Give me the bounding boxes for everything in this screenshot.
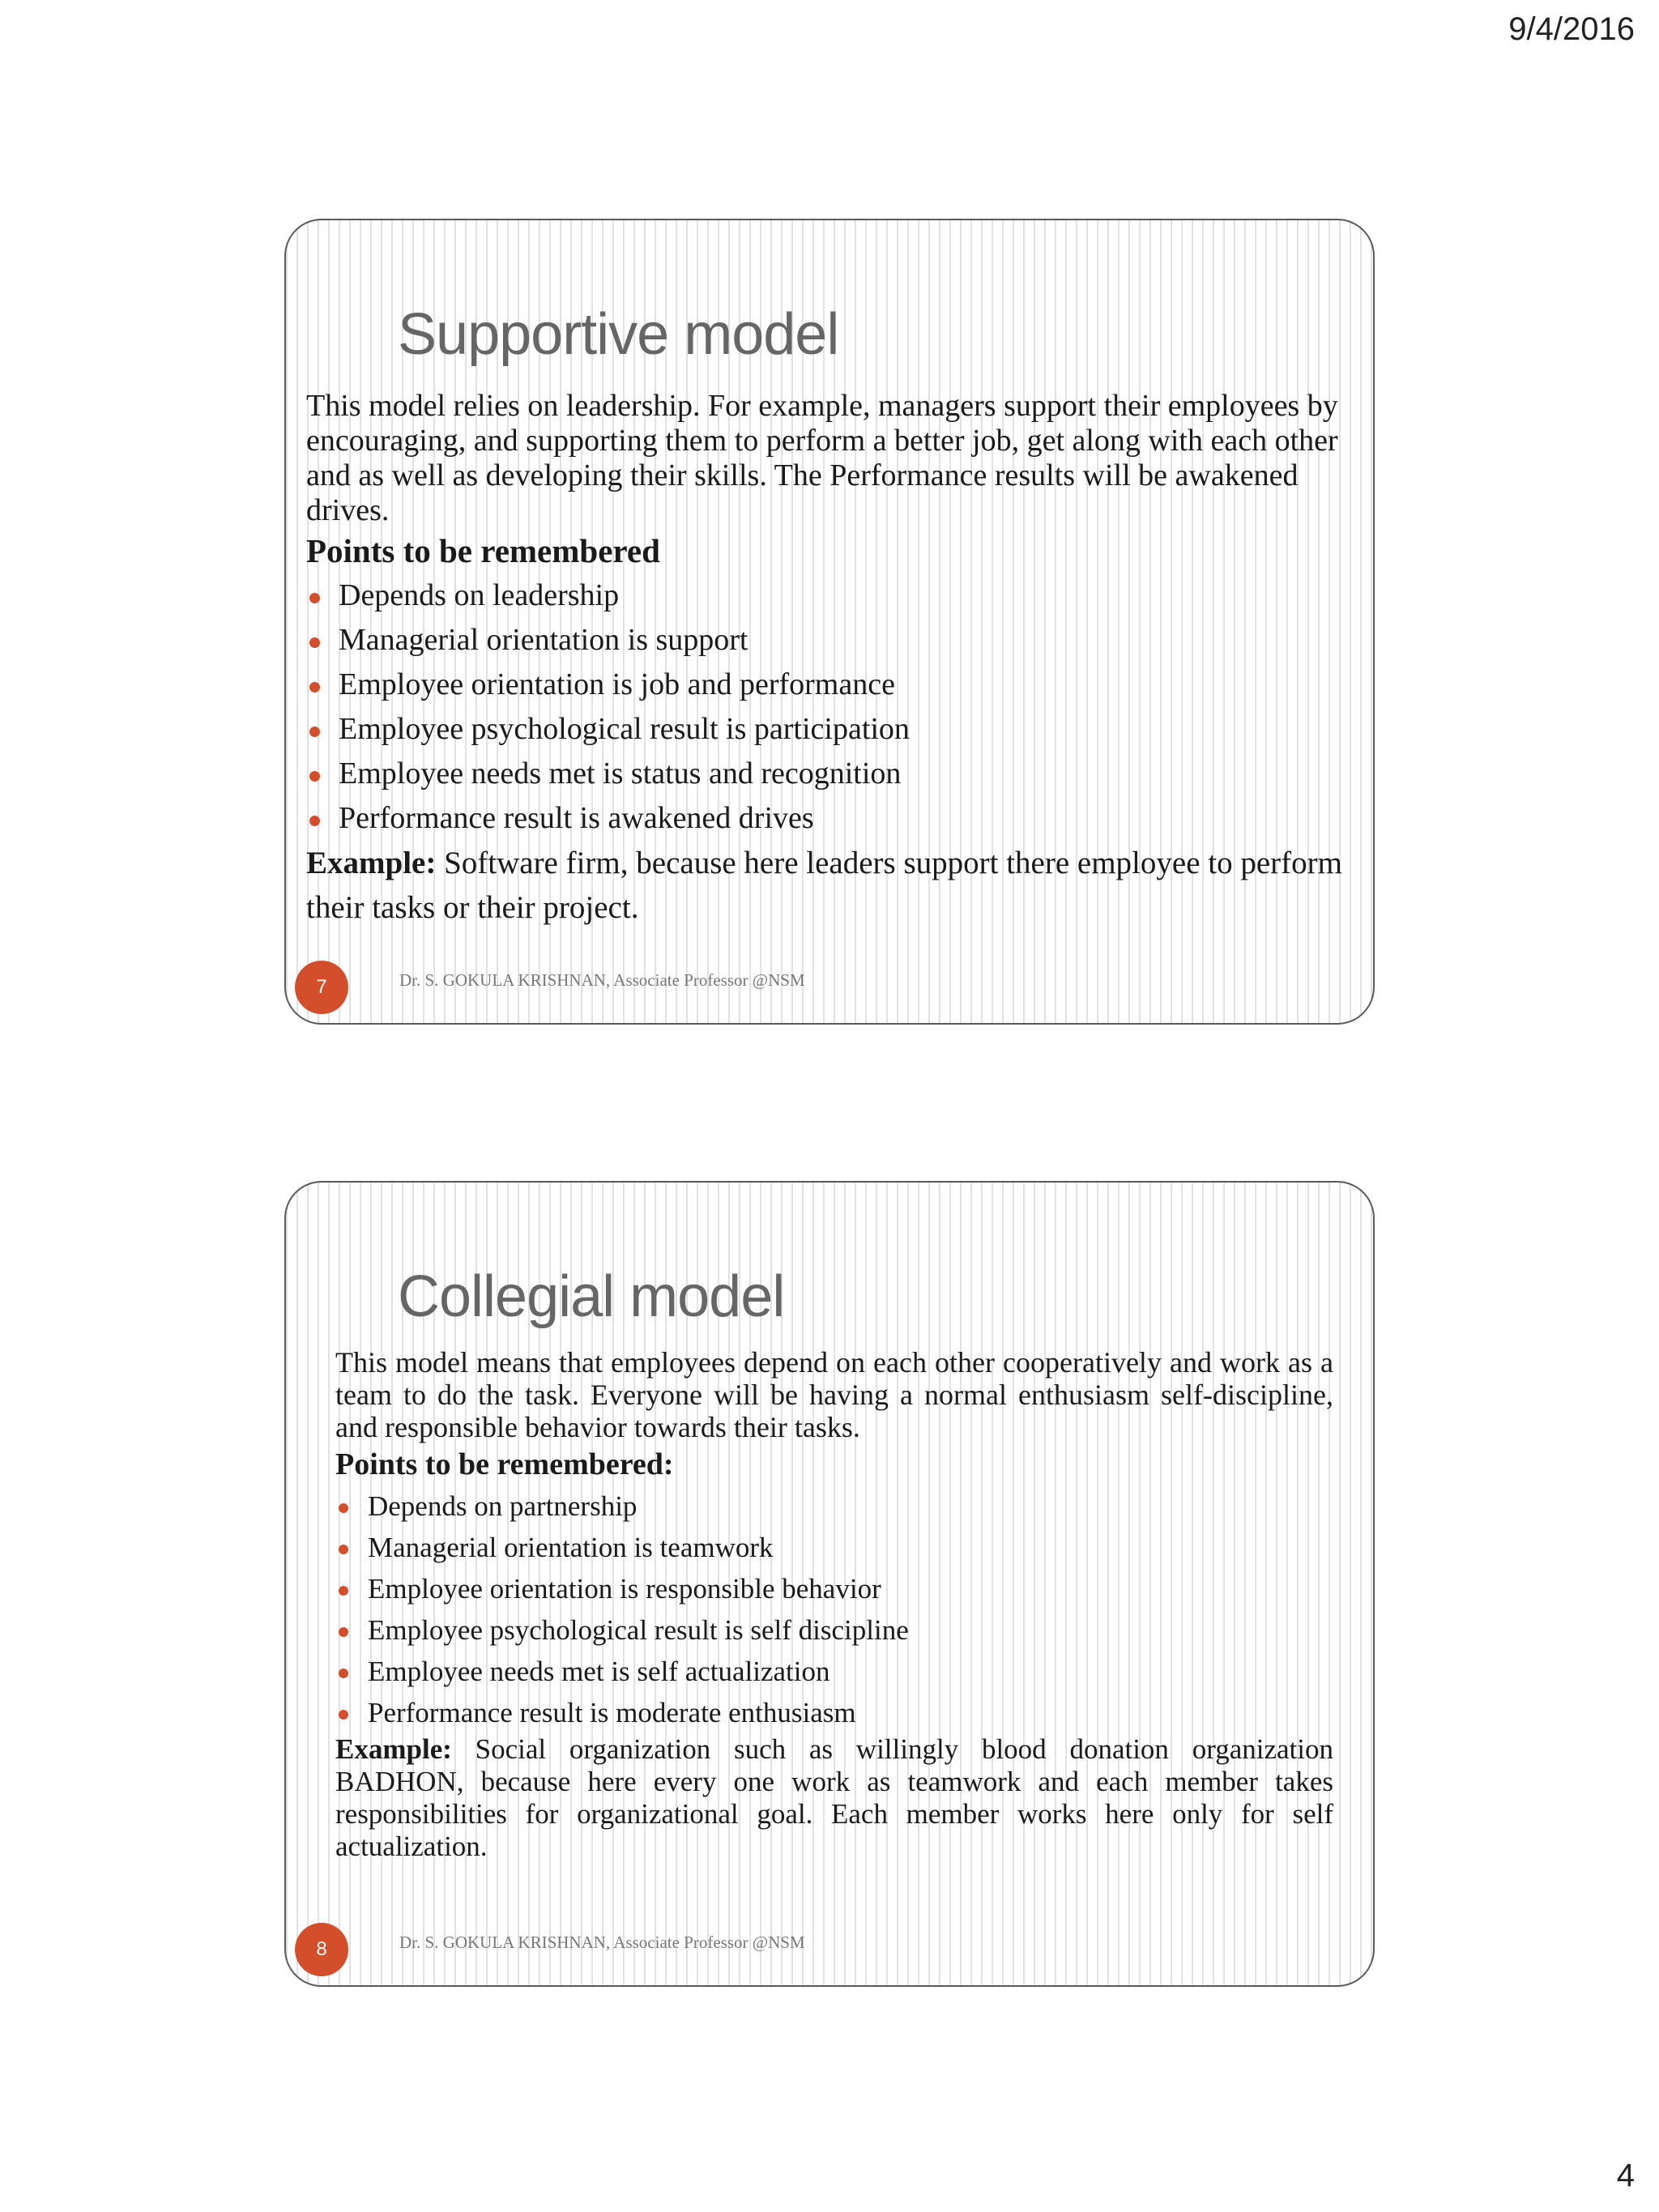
list-item <box>335 1568 1333 1609</box>
list-item <box>335 1485 1333 1527</box>
example-text: Social organization such as willingly blood donation organization BADHON, because here every one work as teamwork and each member takes responsibilities for organizational goal. Each member works here only for self actualization. <box>335 1733 1333 1862</box>
list-item <box>335 1609 1333 1651</box>
list-item-text: Employee psychological result is participation <box>339 712 910 746</box>
slide-collegial-model <box>284 1181 1375 1987</box>
example-label: Example: <box>306 846 437 880</box>
bullet-dot-icon <box>309 637 320 648</box>
list-item-text: Performance result is awakened drives <box>339 801 814 835</box>
list-item-text: Employee orientation is responsible behavior <box>368 1573 881 1605</box>
list-item-text: Depends on leadership <box>339 578 620 612</box>
bullet-dot-icon <box>309 727 320 737</box>
page-number: 4 <box>1616 2158 1635 2193</box>
page-date: 9/4/2016 <box>1508 11 1635 47</box>
list-item-text: Managerial orientation is support <box>339 623 748 657</box>
list-item <box>335 1692 1333 1733</box>
list-item <box>306 618 1351 663</box>
slide-intro: This model relies on leadership. For example, managers support their employees by encouraging, and supporting them to perform a better job, get along with each other and as well as developing their skills. The Performance results will be awakened drives. <box>306 389 1338 527</box>
bullet-dot-icon <box>339 1503 348 1513</box>
slide-number-badge: 8 <box>295 1923 348 1976</box>
bullet-dot-icon <box>309 816 320 826</box>
example-text: Software firm, because here leaders support there employee to perform their tasks or their project. <box>306 846 1342 925</box>
list-item <box>306 663 1351 707</box>
list-item <box>335 1527 1333 1568</box>
bullet-dot-icon <box>339 1545 348 1554</box>
list-item-text: Employee needs met is status and recognition <box>339 757 902 791</box>
example-paragraph <box>306 841 1351 930</box>
slide-number-badge: 7 <box>295 961 348 1014</box>
slide-footer: Dr. S. GOKULA KRISHNAN, Associate Professor @NSM <box>399 970 805 990</box>
bullet-dot-icon <box>309 593 320 603</box>
points-heading: Points to be remembered: <box>335 1447 674 1481</box>
bullet-dot-icon <box>309 771 320 782</box>
slide-title: Collegial model <box>398 1264 785 1329</box>
list-item-text: Depends on partnership <box>368 1490 638 1522</box>
bullet-dot-icon <box>339 1710 348 1720</box>
slide-content <box>306 389 1351 930</box>
example-label: Example: <box>335 1733 452 1765</box>
points-list <box>306 573 1351 841</box>
list-item-text: Employee psychological result is self discipline <box>368 1614 909 1646</box>
bullet-dot-icon <box>339 1586 348 1596</box>
bullet-dot-icon <box>339 1669 348 1678</box>
list-item-text: Employee orientation is job and performance <box>339 667 895 701</box>
slide-content <box>335 1346 1333 1863</box>
list-item-text: Managerial orientation is teamwork <box>368 1532 774 1563</box>
points-list <box>335 1485 1333 1733</box>
slide-intro: This model means that employees depend on each other cooperatively and work as a team to do the task. Everyone will be having a normal enthusiasm self-discipline, and responsible behavior towards their tasks. <box>335 1346 1333 1443</box>
list-item <box>306 573 1351 618</box>
list-item <box>306 752 1351 796</box>
points-heading: Points to be remembered <box>306 532 660 569</box>
list-item <box>335 1651 1333 1692</box>
slide-title: Supportive model <box>398 302 839 367</box>
list-item <box>306 707 1351 752</box>
slide-footer: Dr. S. GOKULA KRISHNAN, Associate Professor @NSM <box>399 1933 805 1952</box>
example-paragraph <box>335 1733 1333 1863</box>
bullet-dot-icon <box>309 682 320 693</box>
list-item <box>306 796 1351 841</box>
list-item-text: Employee needs met is self actualization <box>368 1656 830 1687</box>
list-item-text: Performance result is moderate enthusiasm <box>368 1697 856 1728</box>
bullet-dot-icon <box>339 1627 348 1637</box>
slide-supportive-model <box>284 219 1375 1025</box>
